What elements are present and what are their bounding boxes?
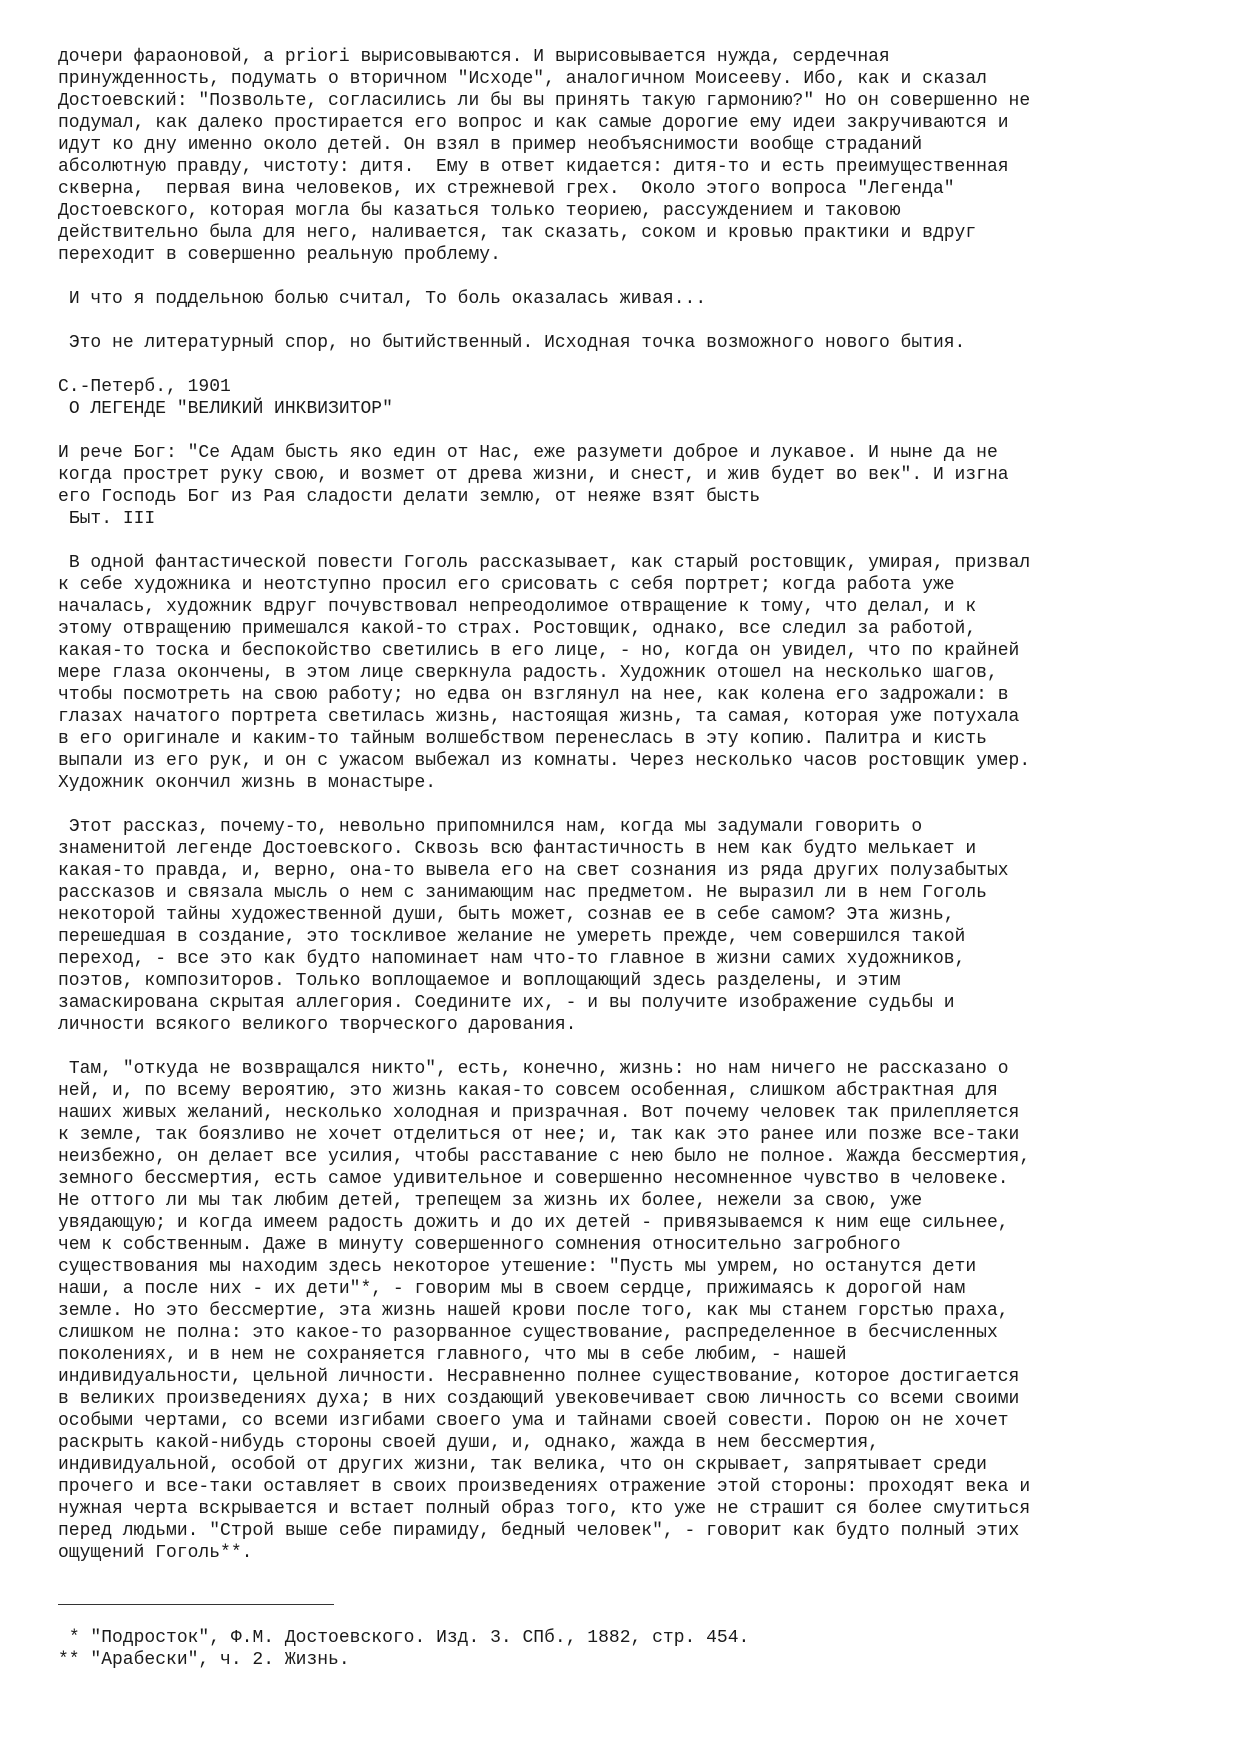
paragraph-gogol-story: В одной фантастической повести Гоголь рассказывает, как старый ростовщик, умирая, призвал к себе художника и неотступно просил его срисовать с себя портрет; когда работа уже началась, художник вдруг почувствовал непреодолимое отвращение к тому, что делал, и к этому отвращению примешался какой-то страх. Ростовщик, однако, все следил за работой, какая-то тоска и беспокойство светились в его лице, - но, когда он увидел, что по крайней мере глаза окончены, в этом лице сверкнула радость. Художник отошел на несколько шагов, чтобы посмотреть на свою работу; но едва он взглянул на нее, как колена его задрожали: в глазах начатого портрета светилась жизнь, настоящая жизнь, та самая, которая уже потухала в его оригинале и каким-то тайным волшебством перенеслась в эту копию. Палитра и кисть выпали из его рук, и он с ужасом выбежал из комнаты. Через несколько часов ростовщик умер. Художник окончил жизнь в монастыре.	[58, 553, 1031, 793]
epigraph: И рече Бог: "Се Адам бысть яко един от Нас, еже разумети доброе и лукавое. И ныне да не когда прострет руку свою, и возмет от древа жизни, и снест, и жив будет во век". И изгна его Господь Бог из Рая сладости делати землю, от неяже взят бысть	[58, 443, 1009, 507]
paragraph-immortality: Там, "откуда не возвращался никто", есть, конечно, жизнь: но нам ничего не рассказано о ней, и, по всему вероятию, это жизнь какая-то совсем особенная, слишком абстрактная для наших живых желаний, несколько холодная и призрачная. Вот почему человек так прилепляется к земле, так боязливо не хочет отделиться от нее; и, так как это ранее или позже все-таки неизбежно, он делает все усилия, чтобы расставание с нею было не полное. Жажда бессмертия, земного бессмертия, есть самое удивительное и совершенно несомненное чувство в человеке. Не оттого ли мы так любим детей, трепещем за жизнь их более, нежели за свою, уже увядающую; и когда имеем радость дожить и до их детей - привязываемся к ним еще сильнее, чем к собственным. Даже в минуту совершенного сомнения относительно загробного существования мы находим здесь некоторое утешение: "Пусть мы умрем, но останутся дети наши, а после них - их дети"*, - говорим мы в своем сердце, прижимаясь к дорогой нам земле. Но это бессмертие, эта жизнь нашей крови после того, как мы станем горстью праха, слишком не полна: это какое-то разорванное существование, распределенное в бесчисленных поколениях, и в нем не сохраняется главного, что мы в себе любим, - нашей индивидуальности, цельной личности. Несравненно полнее существование, которое достигается в великих произведениях духа; в них создающий увековечивает свою личность со всеми своими особыми чертами, со всеми изгибами своего ума и тайнами своей совести. Порою он не хочет раскрыть какой-нибудь стороны своей души, и, однако, жажда в нем бессмертия, индивидуальной, особой от других жизни, так велика, что он скрывает, запрятывает среди прочего и все-таки оставляет в своих произведениях отражение этой стороны: проходят века и нужная черта вскрывается и встает полный образ того, кто уже не страшит ся более смутиться перед людьми. "Строй выше себе пирамиду, бедный человек", - говорит как будто полный этих ощущений Гоголь**.	[58, 1059, 1031, 1563]
place-date: С.-Петерб., 1901	[58, 377, 231, 397]
verse-quote: И что я поддельною болью считал, То боль оказалась живая...	[58, 289, 707, 309]
paragraph-intro: дочери фараоновой, a priori вырисовываются. И вырисовывается нужда, сердечная принужденность, подумать о вторичном "Исходе", аналогичном Моисееву. Ибо, как и сказал Достоевский: "Позвольте, согласились ли бы вы принять такую гармонию?" Но он совершенно не подумал, как далеко простирается его вопрос и как самые дорогие ему идеи закручиваются и идут ко дну именно около детей. Он взял в пример необъяснимости вообще страданий абсолютную правду, чистоту: дитя. Ему в ответ кидается: дитя-то и есть преимущественная скверна, первая вина человеков, их стрежневой грех. Около этого вопроса "Легенда" Достоевского, которая могла бы казаться только теориею, рассуждением и таковою действительно была для него, наливается, так сказать, соком и кровью практики и вдруг переходит в совершенно реальную проблему.	[58, 47, 1031, 265]
paragraph-statement: Это не литературный спор, но бытийственный. Исходная точка возможного нового бытия.	[58, 333, 966, 353]
paragraph-allegory: Этот рассказ, почему-то, невольно припомнился нам, когда мы задумали говорить о знаменитой легенде Достоевского. Сквозь всю фантастичность в нем как будто мелькает и какая-то правда, и, верно, она-то вывела его на свет сознания из ряда других полузабытых рассказов и связала мысль о нем с занимающим нас предметом. Не выразил ли в нем Гоголь некоторой тайны художественной души, быть может, сознав ее в себе самом? Эта жизнь, перешедшая в создание, это тоскливое желание не умереть прежде, чем совершился такой переход, - все это как будто напоминает нам что-то главное в жизни самих художников, поэтов, композиторов. Только воплощаемое и воплощающий здесь разделены, и этим замаскирована скрытая аллегория. Соедините их, - и вы получите изображение судьбы и личности всякого великого творческого дарования.	[58, 817, 1009, 1035]
chapter-title: О ЛЕГЕНДЕ "ВЕЛИКИЙ ИНКВИЗИТОР"	[58, 399, 393, 419]
footnote-2: ** "Арабески", ч. 2. Жизнь.	[58, 1650, 350, 1670]
document-page	[58, 46, 1198, 1671]
epigraph-source: Быт. III	[58, 509, 156, 529]
footnote-1: * "Подросток", Ф.М. Достоевского. Изд. 3. СПб., 1882, стр. 454.	[58, 1628, 750, 1648]
footnote-divider	[58, 1604, 334, 1605]
